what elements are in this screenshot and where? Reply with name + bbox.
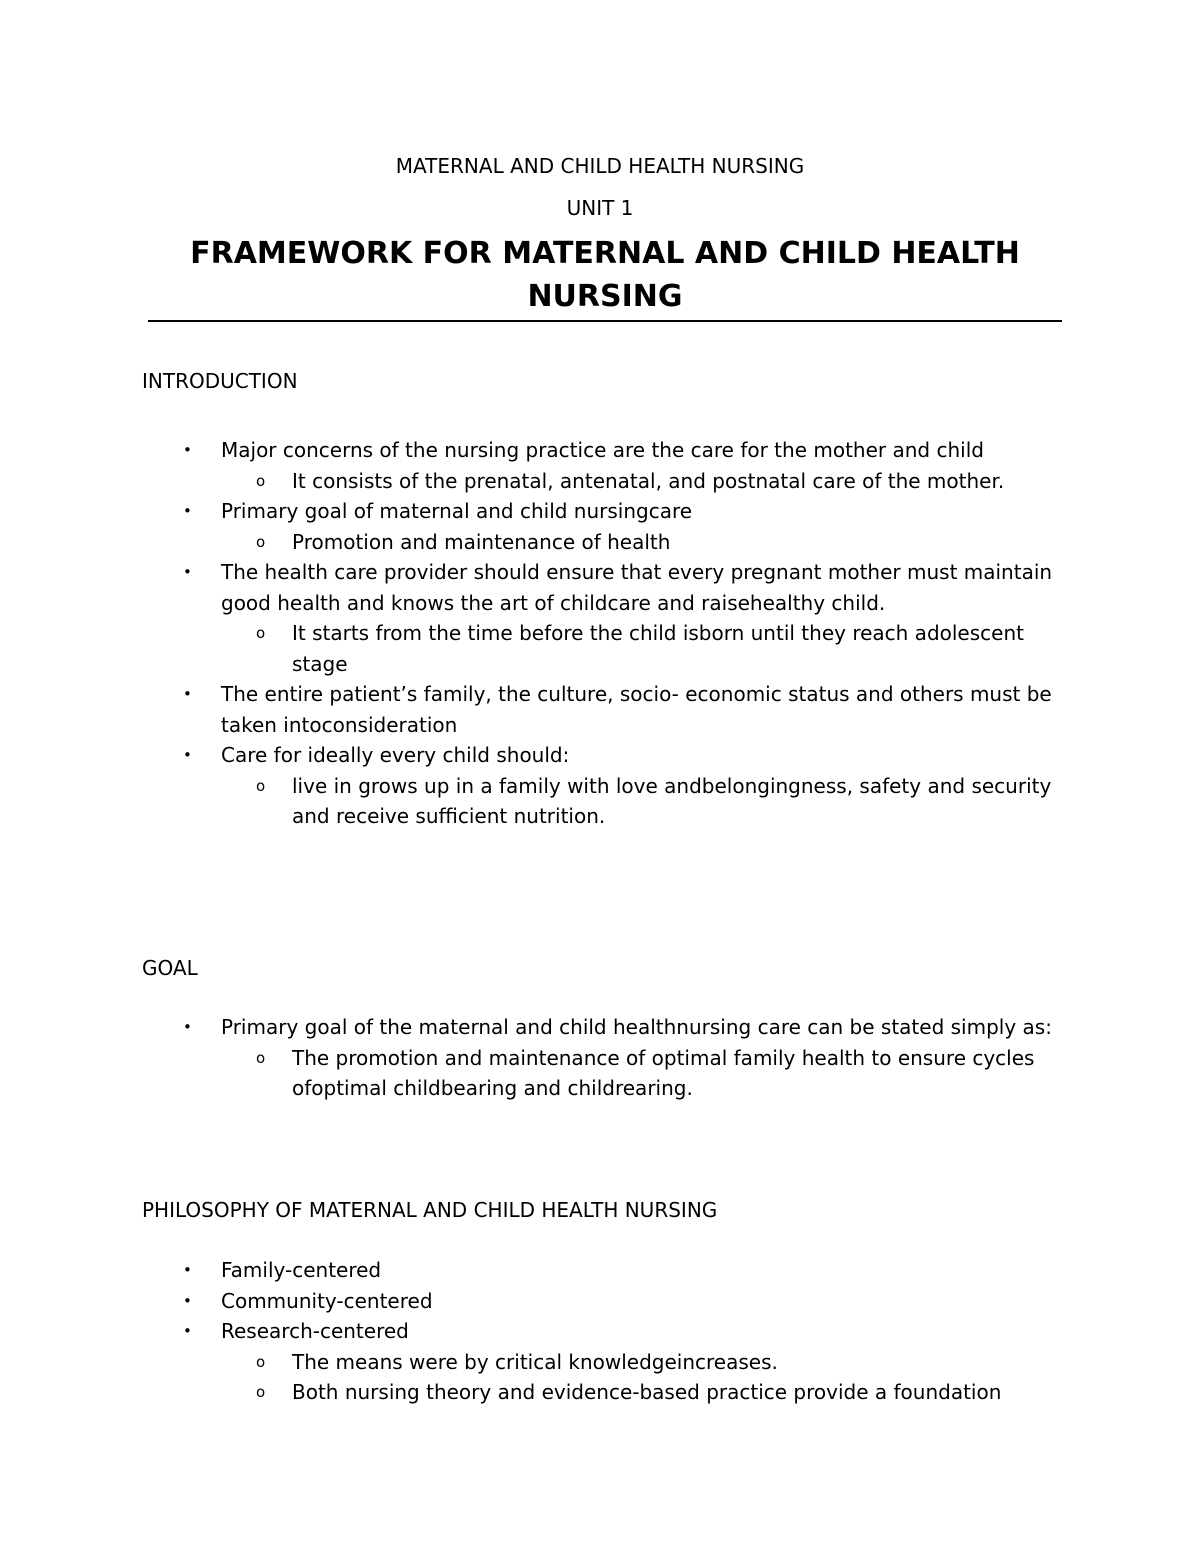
list-item-text: Both nursing theory and evidence-based practice provide a foundation — [292, 1380, 1002, 1404]
list-item — [0, 1012, 1071, 1043]
list-item — [0, 527, 1072, 558]
bullet-marker: • — [183, 441, 192, 459]
sub-bullet-marker: o — [256, 776, 266, 795]
list-item — [0, 771, 1072, 832]
list-item — [0, 1043, 1072, 1104]
bullet-marker: • — [183, 1261, 192, 1279]
list-item — [0, 1255, 1071, 1286]
sub-bullet-marker: o — [256, 624, 266, 642]
bullet-marker: • — [183, 746, 192, 764]
list-item-text: The promotion and maintenance of optimal family health to ensure cycles ofoptimal childbearing and childrearing. — [292, 1045, 1035, 1100]
introduction-list — [0, 435, 1200, 832]
title-underline-rule — [148, 320, 1062, 322]
list-item — [0, 557, 1071, 618]
philosophy-heading: PHILOSOPHY OF MATERNAL AND CHILD HEALTH NURSING — [142, 1198, 718, 1222]
bullet-marker: • — [183, 502, 192, 520]
goal-list — [0, 1012, 1200, 1104]
goal-heading: GOAL — [142, 956, 198, 980]
unit-label: UNIT 1 — [566, 196, 634, 220]
bullet-marker: • — [183, 1322, 192, 1340]
list-item — [0, 1316, 1071, 1347]
list-item-text: Promotion and maintenance of health — [292, 529, 671, 554]
list-item-text: The entire patient’s family, the culture, socio- economic status and others must be taken intoconsideration — [221, 682, 1052, 737]
sub-bullet-marker: o — [256, 1048, 266, 1067]
list-item — [0, 435, 1071, 466]
bullet-marker: • — [183, 1018, 192, 1036]
list-item-text: live in grows up in a family with love andbelongingness, safety and security and receive sufficient nutrition. — [292, 773, 1052, 828]
list-item-text: Primary goal of maternal and child nursingcare — [221, 499, 693, 523]
sub-bullet-marker: o — [256, 532, 266, 551]
list-item-text: It starts from the time before the child isborn until they reach adolescent stage — [292, 621, 1024, 676]
list-item — [0, 1377, 1072, 1408]
list-item-text: The health care provider should ensure that every pregnant mother must maintain good health and knows the art of childcare and raisehealthy child. — [221, 560, 1053, 615]
list-item — [0, 496, 1071, 527]
philosophy-list — [0, 1255, 1200, 1408]
list-item-text: Research-centered — [221, 1319, 409, 1343]
course-title: MATERNAL AND CHILD HEALTH NURSING — [395, 154, 805, 178]
sub-bullet-marker: o — [256, 1352, 266, 1371]
main-title: FRAMEWORK FOR MATERNAL AND CHILD HEALTH NURSING — [190, 236, 1020, 314]
list-item — [0, 1286, 1071, 1317]
introduction-heading: INTRODUCTION — [142, 369, 298, 393]
bullet-marker: • — [183, 1291, 192, 1310]
list-item — [0, 679, 1071, 740]
list-item — [0, 618, 1072, 679]
sub-bullet-marker: o — [256, 471, 266, 490]
bullet-marker: • — [183, 563, 192, 581]
list-item-text: Community-centered — [221, 1288, 433, 1313]
list-item-text: Major concerns of the nursing practice are the care for the mother and child — [221, 438, 984, 462]
list-item-text: Family-centered — [221, 1258, 382, 1282]
list-item — [0, 1347, 1072, 1378]
list-item — [0, 740, 1071, 771]
list-item-text: Care for ideally every child should: — [221, 743, 570, 767]
bullet-marker: • — [183, 685, 192, 703]
list-item — [0, 466, 1072, 497]
list-item-text: It consists of the prenatal, antenatal, and postnatal care of the mother. — [292, 468, 1005, 493]
list-item-text: The means were by critical knowledgeincreases. — [292, 1349, 778, 1374]
sub-bullet-marker: o — [256, 1383, 266, 1401]
list-item-text: Primary goal of the maternal and child healthnursing care can be stated simply as: — [221, 1015, 1052, 1039]
